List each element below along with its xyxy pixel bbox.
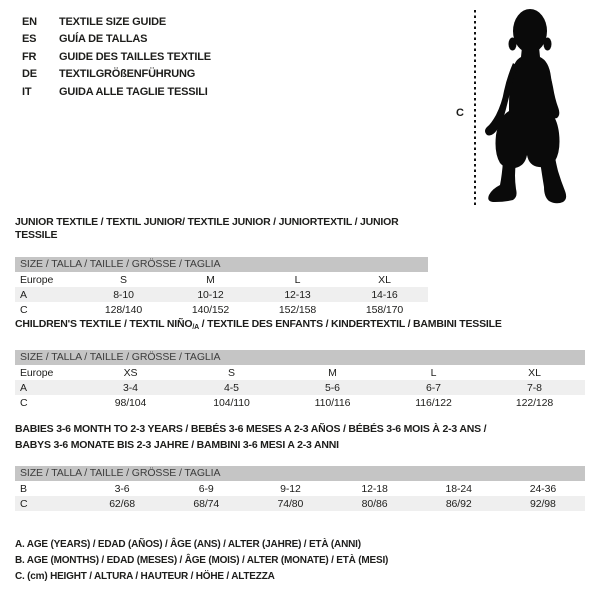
- section-title: JUNIOR TEXTILE / TEXTIL JUNIOR/ TEXTILE JUNIOR / JUNIORTEXTIL / JUNIOR TESSILE: [15, 216, 399, 241]
- cell: 98/104: [114, 396, 147, 409]
- cell: 5-6: [325, 381, 340, 394]
- legend-notes: [15, 537, 388, 585]
- children-size-table: [15, 365, 585, 410]
- table-row: [15, 272, 428, 287]
- cell: 14-16: [371, 288, 398, 301]
- cell: 10-12: [197, 288, 224, 301]
- cell: 158/170: [365, 303, 404, 316]
- row-label: C: [20, 303, 28, 316]
- babies-size-table: [15, 481, 585, 511]
- lang-title: TEXTILE SIZE GUIDE: [59, 15, 167, 28]
- cell: 6-7: [426, 381, 441, 394]
- cell: XS: [123, 366, 138, 379]
- table-row: [15, 287, 428, 302]
- lang-code: IT: [22, 85, 32, 98]
- cell: 122/128: [515, 396, 554, 409]
- cell: 3-4: [123, 381, 138, 394]
- note-b: B. AGE (MONTHS) / EDAD (MESES) / ÂGE (MOIS) / ALTER (MONATE) / ETÀ (MESI): [15, 555, 389, 566]
- row-label: A: [20, 288, 27, 301]
- cell: L: [430, 366, 437, 379]
- cell: 152/158: [278, 303, 317, 316]
- cell: 4-5: [224, 381, 239, 394]
- lang-row-fr: [22, 48, 211, 66]
- cell: 104/110: [213, 396, 250, 409]
- lang-row-en: [22, 13, 211, 31]
- cell: S: [228, 366, 235, 379]
- cell: M: [206, 273, 215, 286]
- cell: 12-18: [361, 482, 388, 495]
- title-rest: / TEXTILE DES ENFANTS / KINDERTEXTIL / BAMBINI TESSILE: [198, 318, 502, 330]
- cell: 68/74: [193, 497, 220, 510]
- size-header-bar: SIZE / TALLA / TAILLE / GRÖSSE / TAGLIA: [15, 466, 585, 481]
- cell: 8-10: [113, 288, 134, 301]
- row-label: A: [20, 381, 27, 394]
- table-row: [15, 302, 428, 317]
- table-row: [15, 481, 585, 496]
- cell: S: [120, 273, 127, 286]
- cell: 12-13: [284, 288, 311, 301]
- junior-size-table: [15, 272, 428, 317]
- note-c: C. (cm) HEIGHT / ALTURA / HAUTEUR / HÖHE / ALTEZZA: [15, 571, 275, 582]
- cell: 9-12: [280, 482, 301, 495]
- cell: 3-6: [114, 482, 130, 495]
- cell: 92/98: [530, 497, 556, 510]
- cell: 128/140: [104, 303, 143, 316]
- section-title: [15, 421, 585, 453]
- title-main: CHILDREN'S TEXTILE / TEXTIL NIÑO: [15, 318, 193, 330]
- note-a: A. AGE (YEARS) / EDAD (AÑOS) / ÂGE (ANS) / ALTER (JAHRE) / ETÀ (ANNI): [15, 539, 361, 550]
- cell: XL: [378, 273, 391, 286]
- cell: 24-36: [529, 482, 557, 495]
- baby-silhouette-icon: [483, 5, 569, 209]
- table-row: [15, 395, 585, 410]
- lang-code: EN: [22, 15, 37, 28]
- cell: 6-9: [198, 482, 214, 495]
- lang-code: DE: [22, 68, 37, 81]
- lang-code: ES: [22, 33, 37, 46]
- title-line-2: BABYS 3-6 MONATE BIS 2-3 JAHRE / BAMBINI 3-6 MESI A 2-3 ANNI: [15, 439, 339, 451]
- lang-title: GUIDE DES TAILLES TEXTILE: [59, 50, 211, 63]
- cell: 140/152: [191, 303, 230, 316]
- cell: L: [294, 273, 301, 286]
- cell: 7-8: [527, 381, 542, 394]
- table-row: [15, 365, 585, 380]
- cell: 74/80: [277, 497, 304, 510]
- cell: M: [328, 366, 337, 379]
- row-label: Europe: [20, 366, 54, 379]
- table-row: [15, 380, 585, 395]
- size-header-bar: SIZE / TALLA / TAILLE / GRÖSSE / TAGLIA: [15, 257, 428, 272]
- section-babies-textile: [15, 421, 585, 511]
- cell: 80/86: [361, 497, 388, 510]
- title-line-1: BABIES 3-6 MONTH TO 2-3 YEARS / BEBÉS 3-6 MESES A 2-3 AÑOS / BÉBÉS 3-6 MOIS À 2-3 ANS /: [15, 423, 487, 435]
- lang-row-es: [22, 31, 211, 49]
- cell: 18-24: [445, 482, 472, 495]
- size-header-bar: SIZE / TALLA / TAILLE / GRÖSSE / TAGLIA: [15, 350, 585, 365]
- lang-row-it: [22, 83, 211, 101]
- section-title: [15, 318, 585, 334]
- table-row: [15, 496, 585, 511]
- cell: 86/92: [445, 497, 472, 510]
- title-subscript: /A: [192, 324, 199, 331]
- cell: 62/68: [109, 497, 135, 510]
- section-childrens-textile: [15, 318, 585, 410]
- row-label: C: [20, 396, 28, 409]
- language-title-list: [22, 13, 211, 101]
- row-label: Europe: [20, 273, 54, 286]
- lang-title: GUIDA ALLE TAGLIE TESSILI: [59, 85, 208, 98]
- lang-title: GUÍA DE TALLAS: [59, 33, 148, 46]
- lang-row-de: [22, 66, 211, 84]
- height-measure-dashed-line: [474, 10, 476, 208]
- cell: XL: [528, 366, 541, 379]
- lang-code: FR: [22, 50, 37, 63]
- row-label: B: [20, 482, 27, 495]
- height-measure-label: C: [456, 107, 464, 119]
- row-label: C: [20, 497, 28, 510]
- lang-title: TEXTILGRÖßENFÜHRUNG: [59, 68, 196, 81]
- cell: 110/116: [314, 396, 351, 409]
- cell: 116/122: [415, 396, 452, 409]
- section-junior-textile: [15, 216, 428, 317]
